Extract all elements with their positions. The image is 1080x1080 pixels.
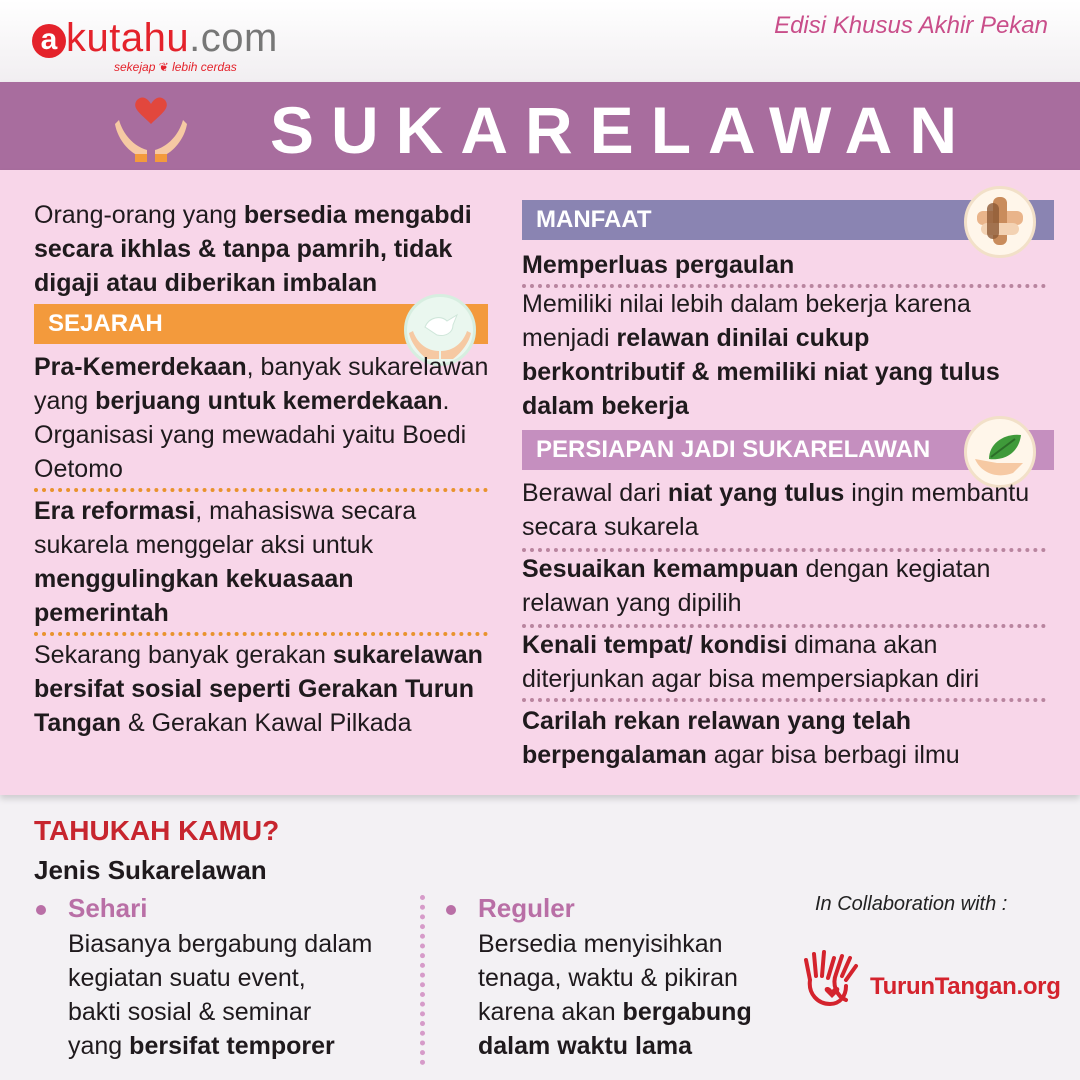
persiapan-item-1: Berawal dari niat yang tulus ingin membantu secara sukarela (522, 479, 1030, 541)
persiapan-item-2: Sesuaikan kemampuan dengan kegiatan relawan yang dipilih (522, 555, 991, 617)
tahukah-title: TAHUKAH KAMU? (34, 815, 280, 846)
type-desc-reguler: Bersedia menyisihkan tenaga, waktu & pikiran karena akan bergabung dalam waktu lama (478, 930, 752, 1060)
turuntangan-hands-icon[interactable] (802, 950, 864, 1008)
turuntangan-link[interactable]: TurunTangan.org (870, 973, 1061, 1000)
heart-hands-icon (115, 94, 187, 162)
manfaat-item-2: Memiliki nilai lebih dalam bekerja karena menjadi relawan dinilai cukup berkontributif & memiliki niat yang tulus dalam bekerja (522, 290, 1000, 420)
sejarah-item-3: Sekarang banyak gerakan sukarelawan bersifat sosial seperti Gerakan Turun Tangan & Gerakan Kawal Pilkada (34, 641, 483, 737)
edition-label: Edisi Khusus Akhir Pekan (774, 12, 1048, 39)
content-panel (0, 170, 1080, 795)
divider (34, 632, 488, 636)
title-banner (0, 82, 1080, 170)
top-bar (0, 0, 1080, 82)
logo-wordmark: kutahu.com (66, 16, 278, 60)
persiapan-item-4: Carilah rekan relawan yang telah berpengalaman agar bisa berbagi ilmu (522, 707, 960, 769)
type-name-reguler: Reguler (478, 893, 575, 923)
persiapan-item-3: Kenali tempat/ kondisi dimana akan diterjunkan agar bisa mempersiapkan diri (522, 631, 980, 693)
logo-a-circle: a (32, 24, 66, 58)
page-title: SUKARELAWAN (270, 93, 975, 167)
column-divider (420, 895, 425, 1065)
logo-tagline: sekejap ❦ lebih cerdas (114, 60, 237, 74)
bullet-icon (446, 905, 456, 915)
bullet-icon (36, 905, 46, 915)
sejarah-item-1: Pra-Kemerdekaan, banyak sukarelawan yang berjuang untuk kemerdekaan. Organisasi yang mewadahi yaitu Boedi Oetomo (34, 353, 489, 483)
jenis-subtitle: Jenis Sukarelawan (34, 855, 267, 885)
definition-text: Orang-orang yang bersedia mengabdi secara ikhlas & tanpa pamrih, tidak digaji atau diberikan imbalan (34, 201, 472, 297)
sejarah-header: SEJARAH (34, 304, 488, 344)
akutahu-logo[interactable] (32, 14, 278, 74)
collab-label: In Collaboration with : (815, 893, 1008, 915)
manfaat-item-1: Memperluas pergaulan (522, 251, 795, 279)
type-desc-sehari: Biasanya bergabung dalam kegiatan suatu event, bakti sosial & seminar yang bersifat temporer (68, 930, 373, 1060)
tahukah-section (0, 795, 1080, 1080)
divider (522, 698, 1046, 702)
manfaat-header: MANFAAT (522, 200, 1054, 240)
type-name-sehari: Sehari (68, 893, 148, 923)
sejarah-item-2: Era reformasi, mahasiswa secara sukarela menggelar aksi untuk menggulingkan kekuasaan pemerintah (34, 497, 417, 627)
divider (34, 488, 488, 492)
persiapan-header: PERSIAPAN JADI SUKARELAWAN (522, 430, 1054, 470)
